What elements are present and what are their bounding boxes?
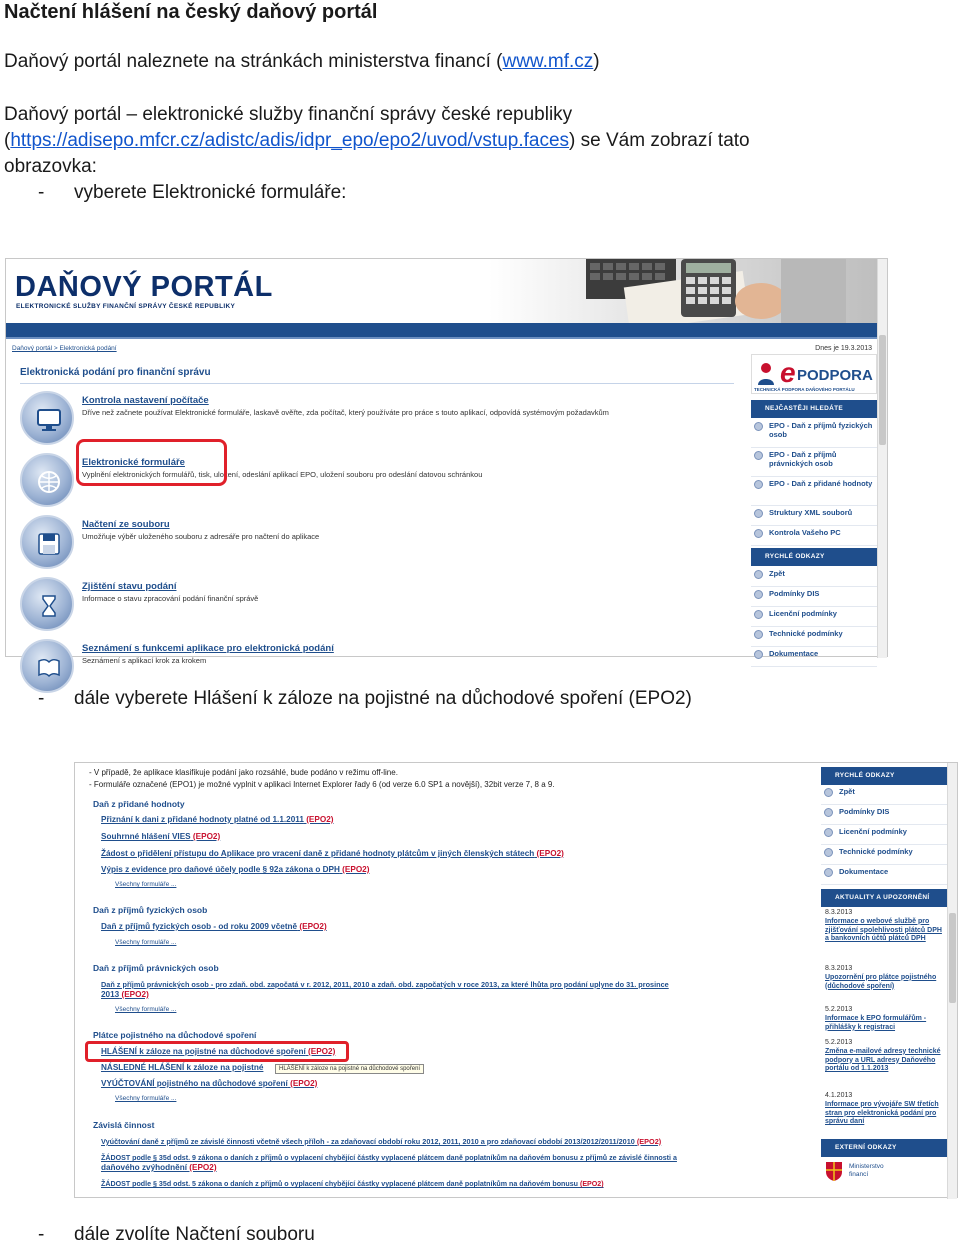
epo-tag: (EPO2) [577,1180,604,1188]
bullet-icon [754,480,763,489]
intro-line: - V případě, že aplikace klasifikuje podání jako rozsáhlé, bude podáno v režimu off-line. [89,768,398,777]
menu-item-status[interactable] [20,577,740,637]
news-item[interactable] [821,1039,945,1074]
side-link[interactable] [821,787,947,805]
category-heading: Plátce pojistného na důchodové spoření [93,1030,257,1040]
form-link[interactable] [101,1137,661,1146]
form-link-label: VYÚČTOVÁNÍ pojistného na důchodové spoření [101,1079,288,1088]
side-link[interactable] [751,569,877,587]
p2-line3: obrazovka: [4,156,97,177]
mf-external-link[interactable] [825,1161,945,1183]
side-link[interactable] [751,589,877,607]
current-date: Dnes je 19.3.2013 [815,345,872,352]
epodpora-subtitle: TECHNICKÁ PODPORA DAŇOVÉHO PORTÁLU [754,387,855,392]
form-link[interactable] [101,832,220,841]
form-link-label: Výpis z evidence pro daňové účely podle § 92a zákona o DPH [101,865,340,874]
vertical-scrollbar[interactable] [947,763,957,1199]
ext-link-label: Ministerstvo financí [849,1163,884,1178]
epo-tag: (EPO2) [303,815,334,824]
epo-tag: (EPO2) [534,849,564,858]
bullet-icon [824,788,833,797]
menu-item-desc: Vyplnění elektronických formulářů, tisk, uložení, odeslání aplikací EPO, uložení souboru pro odeslání datovou schránkou [82,470,483,479]
side-link[interactable] [821,827,947,845]
side-link[interactable] [751,450,877,477]
form-link-label: Žádost o přidělení přístupu do Aplikace pro vracení daně z přidané hodnoty plátcům v jiných členských státech [101,849,535,858]
news-date: 8.3.2013 [825,909,853,916]
form-link[interactable] [101,922,327,931]
side-heading-quick: RYCHLÉ ODKAZY [821,767,947,785]
bullet-1-text: vyberete Elektronické formuláře: [74,182,347,203]
bullet-icon [754,451,763,460]
side-link-label: Zpět [769,569,785,578]
form-link-label: Přiznání k dani z přidané hodnoty platné od 1.1.2011 [101,815,304,824]
side-link-label: EPO - Daň z příjmů právnických osob [769,450,837,468]
category-heading: Daň z příjmů právnických osob [93,963,219,973]
p1-text-before: Daňový portál naleznete na stránkách ministerstva financí ( [4,51,503,72]
form-link-label: Vyúčtování daně z příjmů ze závislé činnosti včetně všech příloh - za zdaňovací období roku 2012, 2011, 2010 a pro zdaňovací období 2013/2012/2011/2010 [101,1137,635,1146]
news-date: 4.1.2013 [825,1092,853,1099]
epo-tag: (EPO2) [119,990,149,999]
bullet-icon [754,570,763,579]
all-forms-link[interactable]: Všechny formuláře ... [115,1095,177,1102]
floppy-icon [20,515,74,569]
news-item[interactable] [821,909,945,944]
epodpora-logo [751,354,877,394]
bullet-1 [4,180,346,206]
side-link-label: Technické podmínky [769,629,843,638]
p2-after: ) se Vám zobrazí tato [569,130,750,151]
monitor-icon [20,391,74,445]
bullet-icon [824,868,833,877]
side-link[interactable] [751,421,877,448]
portal-brand: DAŇOVÝ PORTÁL [15,271,273,303]
bullet-icon [754,610,763,619]
menu-item-title[interactable]: Načtení ze souboru [82,519,170,530]
section-title: Elektronická podání pro finanční správu [20,367,211,378]
vertical-scrollbar[interactable] [877,259,887,658]
section-divider [20,383,734,384]
forms-icon [20,453,74,507]
screenshot-forms-list [74,762,958,1198]
news-date: 5.2.2013 [825,1039,853,1046]
news-item[interactable] [821,1092,945,1127]
form-link-label: ŽÁDOST podle § 35d odst. 9 zákona o daních z příjmů o vyplacení chybějící částky vyplacené plátcem daně poplatníkům na daňovém bonusu z příjmů ze závislé činnosti a [101,1154,677,1162]
menu-item-desc: Informace o stavu zpracování podání finanční správě [82,594,259,603]
support-person-icon [756,361,776,385]
hourglass-icon [20,577,74,631]
breadcrumb[interactable]: Daňový portál > Elektronická podání [12,345,117,352]
menu-item-desc: Dříve než začnete používat Elektronické formuláře, laskavě ověřte, zda počítač, který používáte pro práce s touto aplikací, odpovídá systémovým požadavkům [82,408,609,417]
all-forms-link[interactable]: Všechny formuláře ... [115,939,177,946]
form-link[interactable] [101,1063,263,1072]
side-link[interactable] [751,528,877,546]
scrollbar-thumb[interactable] [949,913,956,1003]
side-link-label: Technické podmínky [839,847,913,856]
form-link-label: 2013 [101,990,120,999]
side-link[interactable] [751,609,877,627]
news-date: 8.3.2013 [825,965,853,972]
p2-paren: ( [4,130,11,151]
book-icon [20,639,74,693]
p1-text-after: ) [593,51,600,72]
form-link[interactable] [101,1180,604,1188]
side-heading-frequent: NEJČASTĚJI HLEDÁTE [751,400,877,418]
support-sidebar [751,354,877,664]
side-link-label: EPO - Daň z příjmů fyzických osob [769,421,873,439]
category-heading: Daň z příjmů fyzických osob [93,905,208,915]
bullet-3 [4,1222,315,1248]
category-heading: Daň z přidané hodnoty [93,799,185,809]
epo-tag: (EPO2) [190,832,221,841]
side-link-label: Dokumentace [769,649,819,658]
menu-item-title[interactable]: Zjištění stavu podání [82,581,177,592]
bullet-icon [754,650,763,659]
form-link-label: Souhrnné hlášení VIES [101,832,191,841]
form-link[interactable] [101,1154,677,1162]
side-link-label: Kontrola Vašeho PC [769,528,841,537]
page-title: Načtení hlášení na český daňový portál [4,1,378,23]
epodpora-text: PODPORA [797,367,873,384]
keyboard-calculator-image [586,259,846,323]
bullet-icon [824,808,833,817]
screenshot-portal-home [5,258,888,665]
form-link[interactable] [101,990,149,999]
form-link[interactable] [101,849,564,858]
side-link[interactable] [751,649,877,667]
news-item[interactable] [821,965,945,991]
form-link[interactable] [101,1079,317,1088]
news-title: Informace pro vývojáře SW třetích stran pro elektronická podání pro správu daní [825,1100,939,1126]
bullet-2 [4,686,692,712]
bullet-icon [824,848,833,857]
portal-banner [6,259,884,323]
epo-tag: (EPO2) [339,865,370,874]
form-link-label: Daň z příjmů právnických osob - pro zdaň. obd. započatá v r. 2012, 2011, 2010 a zdaň. obd. započatých v roce 2013, za které lhůta pro podání uplyne do 31. prosince [101,980,669,989]
epo-tag: (EPO2) [634,1137,662,1146]
side-link-label: Licenční podmínky [839,827,907,836]
all-forms-link[interactable]: Všechny formuláře ... [115,1006,177,1013]
form-link[interactable] [101,815,334,824]
adisepo-link[interactable]: https://adisepo.mfcr.cz/adistc/adis/idpr_epo/epo2/uvod/vstup.faces [10,130,570,151]
bullet-icon [824,828,833,837]
epodpora-e: e [780,357,796,388]
form-link-label: Daň z příjmů fyzických osob - od roku 2009 včetně [101,922,298,931]
bullet-icon [754,509,763,518]
news-title: Změna e-mailové adresy technické podpory a URL adresy Daňového portálu od 1.1.2013 [825,1047,941,1073]
side-link[interactable] [821,807,947,825]
right-sidebar [821,763,945,1199]
side-link[interactable] [821,867,947,885]
side-link-label: Zpět [839,787,855,796]
scrollbar-thumb[interactable] [879,335,886,445]
side-heading-external: EXTERNÍ ODKAZY [821,1139,947,1157]
bullet-2-text: dále vyberete Hlášení k záloze na pojistné na důchodové spoření (EPO2) [74,688,692,709]
bullet-icon [754,529,763,538]
side-link-label: Struktury XML souborů [769,508,853,517]
epo-tag: (EPO2) [297,922,327,931]
form-link-label: ŽÁDOST podle § 35d odst. 5 zákona o daních z příjmů o vyplacení chybějící částky vyplacené plátcem daně poplatníkům na daňovém bonusu [101,1180,578,1188]
form-link[interactable] [101,1163,217,1172]
news-title: Informace k EPO formulářům - přihlášky k registraci [825,1014,927,1031]
news-title: Upozornění pro plátce pojistného (důchodové spoření) [825,973,937,990]
side-link[interactable] [821,847,947,865]
form-link[interactable] [101,865,369,874]
side-link[interactable] [751,629,877,647]
news-date: 5.2.2013 [825,1006,853,1013]
menu-item-title[interactable]: Seznámení s funkcemi aplikace pro elektronická podání [82,643,334,654]
bullet-icon [754,422,763,431]
state-emblem-icon [825,1161,843,1181]
intro-line: - Formuláře označené (EPO1) je možné vyplnit v aplikaci Internet Explorer řady 6 (od verze 6.0 SP1 a novější), 32bit verze 7, 8 a 9. [89,780,555,789]
news-title: Informace o webové službě pro zjišťování spolehlivosti plátců DPH a bankovních účtů plátců DPH [825,917,942,943]
side-link-label: Podmínky DIS [769,589,820,598]
side-link-label: Licenční podmínky [769,609,837,618]
menu-item-load-file[interactable] [20,515,740,575]
bullet-icon [754,630,763,639]
p2-line1: Daňový portál – elektronické služby finanční správy české republiky [4,104,573,125]
side-link[interactable] [751,479,877,506]
portal-navbar [6,323,884,339]
portal-brand-subtitle: ELEKTRONICKÉ SLUŽBY FINANČNÍ SPRÁVY ČESKÉ REPUBLIKY [16,303,236,310]
epo-tag: (EPO2) [287,1079,318,1088]
mf-link[interactable]: www.mf.cz [502,51,594,72]
highlight-hlaseni [85,1041,349,1062]
form-link[interactable] [101,980,669,989]
p2-line2 [4,128,750,154]
menu-item-title[interactable]: Kontrola nastavení počítače [82,395,209,406]
epo-tag: (EPO2) [186,1163,217,1172]
side-link[interactable] [751,508,877,526]
bullet-icon [754,590,763,599]
menu-item-desc: Seznámení s aplikací krok za krokem [82,656,207,665]
side-heading-quick: RYCHLÉ ODKAZY [751,548,877,566]
side-heading-news: AKTUALITY A UPOZORNĚNÍ [821,889,947,907]
menu-item-desc: Umožňuje výběr uloženého souboru z adresáře pro načtení do aplikace [82,532,320,541]
side-link-label: Podmínky DIS [839,807,890,816]
bullet-dash: - [38,1224,45,1245]
bullet-dash: - [38,182,45,203]
paragraph-portal-location [4,49,600,75]
highlight-electronic-forms [76,439,227,486]
form-link-label: daňového zvýhodnění [101,1163,187,1172]
bullet-3-text: dále zvolíte Načtení souboru [74,1224,315,1245]
form-link-label: HLÁŠENÍ k záloze na pojistné na důchodové spoření [101,1047,306,1056]
tooltip: HLÁŠENÍ k záloze na pojistné na důchodové spoření [275,1064,424,1074]
epo-tag: (EPO2) [305,1047,336,1056]
form-link-label: NÁSLEDNÉ HLÁŠENÍ k záloze na pojistné [101,1063,264,1072]
all-forms-link[interactable]: Všechny formuláře ... [115,881,177,888]
news-item[interactable] [821,1006,945,1032]
category-heading: Závislá činnost [93,1120,155,1130]
side-link-label: Dokumentace [839,867,889,876]
bullet-dash: - [38,688,45,709]
menu-item-title[interactable]: Elektronické formuláře [82,457,185,468]
side-link-label: EPO - Daň z přidané hodnoty [769,479,873,488]
